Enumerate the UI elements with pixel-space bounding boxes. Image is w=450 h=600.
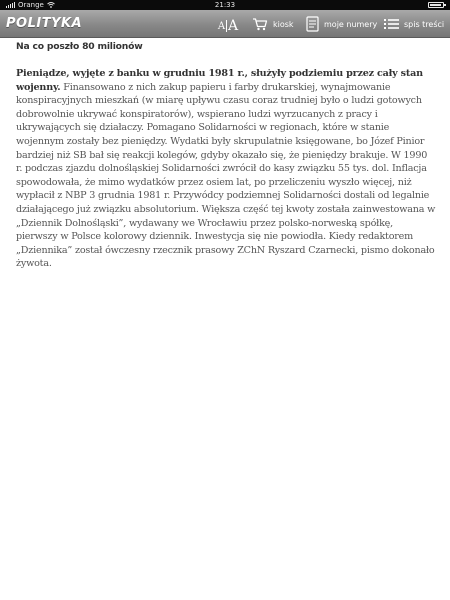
table-of-contents-button[interactable] (384, 15, 444, 33)
font-size-divider (226, 20, 227, 32)
my-issues-button[interactable] (306, 15, 377, 33)
article-lead: Pieniądze, wyjęte z banku w grudniu 1981 r., służyły podziemiu przez cały stan wojenny. (16, 68, 423, 93)
font-small-label: A (217, 21, 226, 32)
kiosk-button[interactable] (252, 15, 294, 33)
clock: 21:33 (214, 1, 236, 9)
status-bar (0, 0, 450, 10)
battery-icon (428, 2, 444, 8)
article-body (16, 67, 436, 271)
font-large-label: A (228, 18, 239, 34)
top-toolbar (0, 10, 450, 38)
list-icon (384, 18, 399, 30)
article-text: Finansowano z nich zakup papieru i farby drukarskiej, wynajmowanie konspiracyjnych mieszkań (w miarę upływu czasu coraz trudniej było o ludzi gotowych dobrowolnie ukrywać konspiratorów), wspierano ludzi wyrzucanych z pracy i ukrywających się działaczy. Pomagano Solidarności w regionach, które w stanie wojennym zostały bez pieniędzy. Wydatki były skrupulatnie księgowane, bo Józef Pinior bardziej niż SB bał się reakcji kolegów, gdyby okazało się, że pieniędzy brakuje. W 1990 r. podczas zjazdu dolnośląskiej Solidarności zwrócił do kasy związku 55 tys. dol. Inflacja spowodowała, że mimo wydatków przez osiem lat, po przeliczeniu wyszło więcej, niż wypłacił z NBP 3 grudnia 1981 r. Przywódcy podziemnej Solidarności dostali od legalnie działającego już związku absolutorium. Większa część tej kwoty została zainwestowana w „Dziennik Dolnośląski”, wydawany we Wrocławiu przez polsko-norweską spółkę, pierwszy w Polsce kolorowy dziennik. Inwestycja się nie powiodła. Kiedy redaktorem „Dziennika” został ówczesny rzecznik prasowy ZChN Ryszard Czarnecki, pismo dokonało żywota. (16, 81, 436, 270)
my-issues-label: moje numery (324, 19, 378, 29)
kiosk-label: kiosk (273, 19, 294, 29)
carrier-name: Orange (18, 1, 44, 9)
font-size-button[interactable] (217, 14, 239, 34)
app-logo: POLITYKA (6, 16, 83, 31)
article-title: Na co poszło 80 milionów (16, 41, 143, 52)
toc-label: spis treści (404, 19, 445, 29)
article-view[interactable] (0, 39, 450, 600)
cart-icon (252, 17, 268, 31)
magazine-icon (306, 16, 319, 32)
